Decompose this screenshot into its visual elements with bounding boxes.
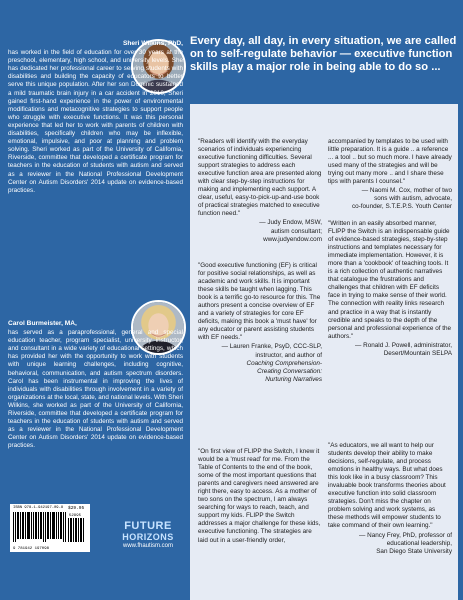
left-column <box>0 0 187 600</box>
barcode <box>10 504 90 552</box>
attr-line: instructor, and author of <box>255 351 322 359</box>
review-text: "As educators, we all want to help our students develop their ability to make decisions, self-regulate, and process emotions in healthy ways. But what does this look like in a busy classroom? This invaluable book transforms theories about executive function into solid classroom strategies. Don't miss the chapter on problem solving and work systems, as these methods will empower students to take command of their own learning." <box>328 442 446 530</box>
attr-line: educational leadership, <box>386 539 452 547</box>
attr-line: Nurturing Narratives <box>265 375 322 383</box>
headline: Every day, all day, in every situation, we are called on to self-regulate behavior — executive function skills play a major role in being able to do so ... <box>190 35 457 73</box>
carol-bio-text: has served as a paraprofessional, general and special education teacher, program specialist, university instructor, and consultant in a wide variety of educational settings, which has provided her with the opportunity to work with students with unique learning challenges, including cognitive, behavioral, communication, and autism spectrum disorders. Carol has been instrumental in improving the lives of individuals with disabilities through involvement in a variety of organizations at the local, state, and national levels. With Sheri Wilkins, she worked as part of the University of California, Riverside, committee that developed a certificate program for teachers in the education of students with autism and served as a reviewer in the National Professional Development Center on Autism Disorders' 2014 update on evidence-based practices. <box>8 329 184 450</box>
review-franke <box>198 262 322 384</box>
barcode-number: 9 781942 197098 <box>13 547 50 551</box>
review-text: "Written in an easily absorbed manner, FLIPP the Switch is an indispensable guide of evidence-based strategies, step-by-step instructions and templates necessary for immediate implementation. However, it is more than a 'cookbook' of teaching tools. It is a rich collection of authentic narratives that catalogue the frustrations and challenges that children with EF deficits face in trying to make sense of their world. The connection with reality links research and practice in a way that is instantly credible and speaks to the depth of the personal and professional experience of the authors." <box>328 220 452 340</box>
attr-line: sons with autism, advocate, <box>374 195 452 203</box>
attr-line: — Nancy Frey, PhD, professor of <box>359 531 452 539</box>
attr-line: San Diego State University <box>376 547 452 555</box>
sheri-name: Sheri Wilkins, PhD, <box>122 40 183 47</box>
price-code-text: 52995 <box>69 514 82 518</box>
attr-line: Coaching Comprehension- <box>246 359 322 367</box>
logo-line2: HORIZONS <box>122 532 174 542</box>
attr-line: co-founder, S.T.E.P.S. Youth Center <box>351 203 452 211</box>
publisher-logo <box>118 520 178 549</box>
publisher-url: www.fhautism.com <box>122 543 173 549</box>
review-text: accompanied by templates to be used with little preparation. It is a guide .. a reference ... a tool .. but so much more. I have already used many of the strategies and will be trying out many more .. and I share these tips with parents I counsel." <box>328 138 452 186</box>
review-attribution <box>198 343 322 383</box>
review-attribution <box>328 342 452 358</box>
review-attribution <box>328 532 452 556</box>
attr-line: — Lauren Franke, PsyD, CCC-SLP, <box>221 343 322 351</box>
attr-line: www.judyendow.com <box>263 235 322 243</box>
attr-line: autism consultant; <box>270 227 322 235</box>
review-text: "On first view of FLIPP the Switch, I knew it would be a 'must read' for me. From the Table of Contents to the end of the book, some of the most important questions that parents and caregivers need answered are right there, easy to access. As a mother of two sons on the spectrum, I am always searching for ways to reach, teach, and support my kids. FLIPP the Switch addresses a major challenge for these kids, executive functioning. The strategies are laid out in a user-friendly order, <box>198 448 321 544</box>
carol-bio <box>8 320 183 451</box>
attr-line: Creating Conversation: <box>257 367 322 375</box>
attr-line: — Ronald J. Powell, administrator, <box>355 341 452 349</box>
attr-line: — Naomi M. Cox, mother of two <box>361 187 452 195</box>
review-attribution <box>328 187 452 211</box>
sheri-bio-text: has worked in the field of education for over 30 years at the preschool, elementary, high school, and university levels. She has dedicated her professional career to serving students with disabilities and building the capacity of educators to better serve this unique population. After her son Dominic sustained a mild traumatic brain injury in a car accident in 2010, Sheri gained first-hand experience in the power of environmental modifications and metacognitive strategies to support people who struggle with executive functions. It was this personal experience that led her to work with parents of children with disabilities, specifically children who may be inflexible, emotional, impulsive, and poor at planning and problem solving. Sheri worked as part of the University of California, Riverside, committee that developed a certificate program for teachers in the education of students with autism and served as a reviewer in the National Professional Development Center on Autism Disorders' 2014 update on evidence-based practices. <box>8 49 183 194</box>
barcode-bars-icon <box>13 512 87 542</box>
attr-line: Desert/Mountain SELPA <box>383 349 452 357</box>
review-first-view <box>198 448 322 545</box>
review-frey <box>328 442 452 556</box>
sheri-bio <box>8 40 183 195</box>
carol-name: Carol Burmeister, MA, <box>8 320 77 327</box>
review-endow <box>198 138 322 244</box>
logo-line1: FUTURE <box>124 520 172 532</box>
review-powell <box>328 220 452 358</box>
review-text: "Good executive functioning (EF) is critical for positive social relationships, as well as academic and work skills. It is important these skills be taught when lagging. This book is a terrific go-to resource for this. The authors present a concise overview of EF and a variety of strategies for core EF deficits, making this book a 'must have' for any educator or parent assisting students with EF needs." <box>198 262 321 342</box>
review-attribution <box>198 219 322 243</box>
isbn-text: ISBN 978-1-942197-09-8 <box>13 506 64 510</box>
reviews-panel <box>190 104 458 600</box>
review-text: "Readers will identify with the everyday scenarios of individuals experiencing executive functioning difficulties. Several support strategies to address each executive function area are presented along with clear step-by-step instructions for making and implementing each support. A clear, useful, easy-to-pick-up-and-use book of practical strategies matched to executive function need." <box>198 138 322 218</box>
price-text: $29.95 <box>68 506 85 511</box>
review-cox <box>328 138 452 211</box>
attr-line: — Judy Endow, MSW, <box>259 219 322 227</box>
